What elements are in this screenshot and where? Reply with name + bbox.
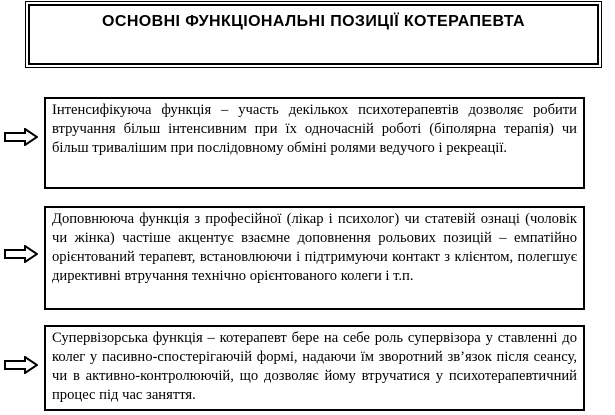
function-box-text: Доповнююча функція з професійної (лікар і психолог) чи статевій ознаці (чоловік чи жінка) частіше акцентує взаємне доповнення рольових позицій – емпатійно орієнтований терапевт, встановлюючи і підтримуючи контакт з клієнтом, полегшує директивні втручання технічно орієнтованого колеги і т.п. <box>52 211 577 284</box>
function-box-intensifying <box>44 97 585 189</box>
function-box-text: Інтенсифікуюча функція – участь декількох психотерапевтів дозволяє робити втручання більш інтенсивним при їх одночасній роботі (біполярна терапія) чи більш тривалішим при послідовному обміні ролями ведучого і рекреації. <box>52 102 577 156</box>
function-box-supervisory <box>44 325 585 411</box>
title-box <box>28 4 599 65</box>
right-arrow-icon <box>4 245 38 263</box>
right-arrow-icon <box>4 356 38 374</box>
right-arrow-icon <box>4 128 38 146</box>
diagram-title: ОСНОВНІ ФУНКЦІОНАЛЬНІ ПОЗИЦІЇ КОТЕРАПЕВТА <box>102 13 525 30</box>
function-box-text: Супервізорська функція – котерапевт бере на себе роль супервізора у ставленні до колег у пасивно-спостерігаючій формі, надаючи їм зворотний зв’язок після сеансу, чи в активно-контролюючій, що дозволяє йому втручатися у психотерапевтичний процес під час заняття. <box>52 330 577 403</box>
function-box-complementary <box>44 206 585 310</box>
